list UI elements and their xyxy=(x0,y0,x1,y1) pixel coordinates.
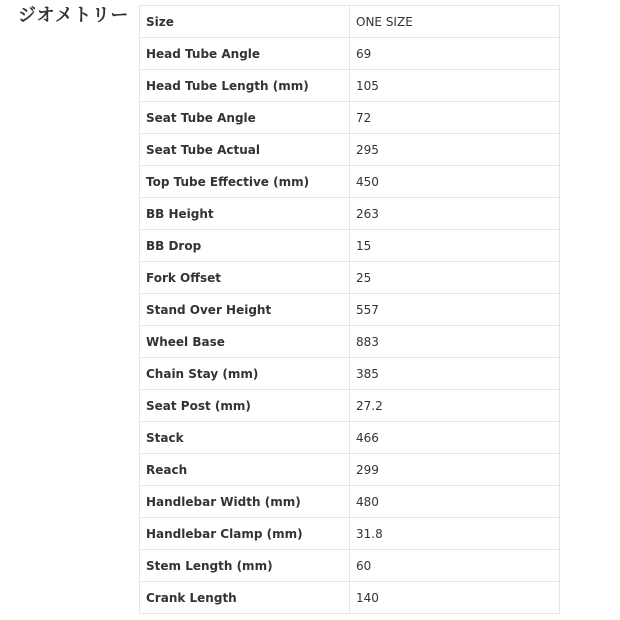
table-row xyxy=(140,102,560,134)
row-value: 72 xyxy=(350,102,560,134)
row-value: 25 xyxy=(350,262,560,294)
row-label: Wheel Base xyxy=(140,326,350,358)
table-row xyxy=(140,454,560,486)
table-row xyxy=(140,166,560,198)
row-label: Seat Tube Angle xyxy=(140,102,350,134)
row-label: BB Height xyxy=(140,198,350,230)
row-value: 105 xyxy=(350,70,560,102)
row-value: 31.8 xyxy=(350,518,560,550)
row-label: Stem Length (mm) xyxy=(140,550,350,582)
table-row xyxy=(140,486,560,518)
row-label: Stack xyxy=(140,422,350,454)
table-row xyxy=(140,326,560,358)
row-label: Fork Offset xyxy=(140,262,350,294)
table-row xyxy=(140,198,560,230)
table-row xyxy=(140,294,560,326)
table-row xyxy=(140,518,560,550)
row-label: Top Tube Effective (mm) xyxy=(140,166,350,198)
table-row xyxy=(140,70,560,102)
row-label: BB Drop xyxy=(140,230,350,262)
table-row xyxy=(140,550,560,582)
row-value: 557 xyxy=(350,294,560,326)
row-value: 15 xyxy=(350,230,560,262)
row-value: 140 xyxy=(350,582,560,614)
row-value: 450 xyxy=(350,166,560,198)
row-label: Head Tube Length (mm) xyxy=(140,70,350,102)
row-value: 480 xyxy=(350,486,560,518)
table-row xyxy=(140,38,560,70)
table-row xyxy=(140,358,560,390)
row-value: 60 xyxy=(350,550,560,582)
row-label: Reach xyxy=(140,454,350,486)
row-label: Seat Tube Actual xyxy=(140,134,350,166)
row-value: 385 xyxy=(350,358,560,390)
table-row xyxy=(140,262,560,294)
geometry-table xyxy=(139,5,560,614)
table-row xyxy=(140,230,560,262)
row-value: 295 xyxy=(350,134,560,166)
row-value: 263 xyxy=(350,198,560,230)
row-label: Stand Over Height xyxy=(140,294,350,326)
header-value: ONE SIZE xyxy=(350,6,560,38)
row-label: Handlebar Width (mm) xyxy=(140,486,350,518)
row-value: 69 xyxy=(350,38,560,70)
table-row xyxy=(140,422,560,454)
section-title: ジオメトリー xyxy=(18,5,129,26)
table-row xyxy=(140,390,560,422)
row-label: Head Tube Angle xyxy=(140,38,350,70)
row-label: Seat Post (mm) xyxy=(140,390,350,422)
table-row xyxy=(140,582,560,614)
row-label: Handlebar Clamp (mm) xyxy=(140,518,350,550)
row-value: 883 xyxy=(350,326,560,358)
header-label: Size xyxy=(140,6,350,38)
table-row xyxy=(140,134,560,166)
row-value: 299 xyxy=(350,454,560,486)
table-header-row xyxy=(140,6,560,38)
row-value: 27.2 xyxy=(350,390,560,422)
row-label: Crank Length xyxy=(140,582,350,614)
row-label: Chain Stay (mm) xyxy=(140,358,350,390)
row-value: 466 xyxy=(350,422,560,454)
